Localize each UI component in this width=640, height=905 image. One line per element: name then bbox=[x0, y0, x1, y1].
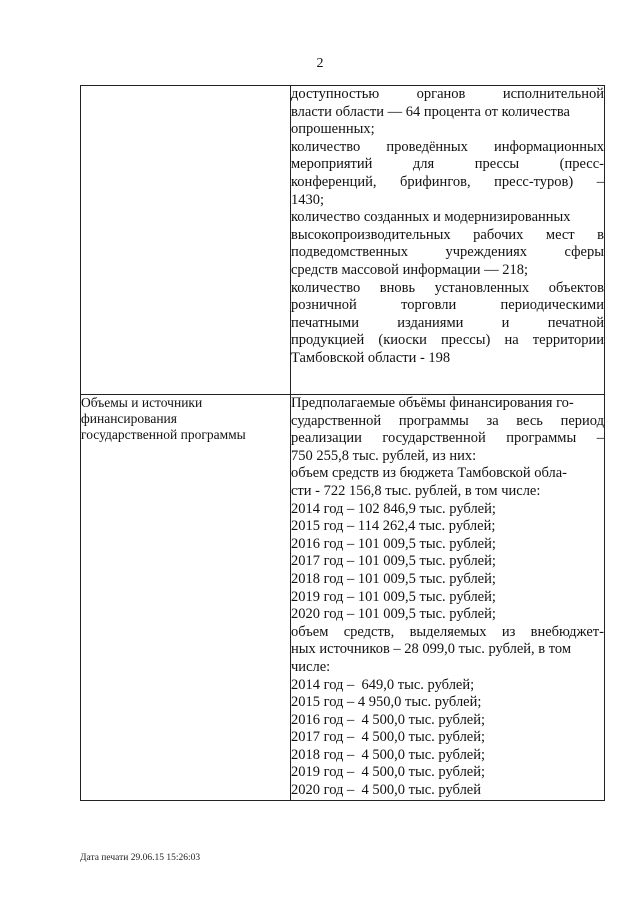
indicator-text-word: продукцией bbox=[291, 332, 365, 349]
indicator-text-word: в bbox=[597, 226, 604, 243]
financing-text-word: выделяемых bbox=[409, 623, 487, 640]
print-date: Дата печати 29.06.15 15:26:03 bbox=[80, 853, 201, 863]
indicator-text-word: вновь bbox=[379, 279, 416, 296]
indicator-text-word: территории bbox=[532, 332, 604, 349]
financing-text-line bbox=[291, 448, 604, 466]
financing-text-word: 2018 год – 4 500,0 тыс. рублей; bbox=[291, 746, 486, 763]
indicator-text-word: количество bbox=[291, 138, 361, 155]
indicator-text-word: печатными bbox=[291, 314, 359, 331]
table-cell-financing-text bbox=[291, 395, 605, 801]
financing-text-word: 2016 год – 4 500,0 тыс. рублей; bbox=[291, 711, 486, 728]
indicator-text-line bbox=[291, 262, 604, 280]
financing-text-word: 2017 год – 4 500,0 тыс. рублей; bbox=[291, 729, 486, 746]
financing-text-word: 2017 год – 101 009,5 тыс. рублей; bbox=[291, 553, 496, 570]
indicator-text-word: на bbox=[504, 332, 519, 349]
financing-text-line bbox=[291, 712, 604, 730]
indicator-text-line bbox=[291, 244, 604, 262]
financing-text-word: весь bbox=[516, 412, 543, 429]
table-cell-label-empty bbox=[81, 86, 291, 395]
indicator-text-line bbox=[291, 227, 604, 245]
financing-text-line bbox=[291, 606, 604, 624]
indicator-text-line bbox=[291, 139, 604, 157]
indicator-text-word: опрошенных; bbox=[291, 121, 375, 138]
financing-text-word: 750 255,8 тыс. рублей, из них: bbox=[291, 447, 477, 464]
indicator-text-word: прессы) bbox=[441, 332, 491, 349]
financing-text-line bbox=[291, 782, 604, 800]
indicator-text-word: высокопроизводительных bbox=[291, 226, 451, 243]
financing-text-word: сти - 722 156,8 тыс. рублей, в том числе: bbox=[291, 482, 541, 499]
indicator-text-word: органов bbox=[416, 86, 466, 102]
indicator-text-line bbox=[291, 315, 604, 333]
financing-text-line bbox=[291, 641, 604, 659]
indicator-text-word: доступностью bbox=[291, 86, 380, 102]
financing-text-word: 2014 год – 102 846,9 тыс. рублей; bbox=[291, 500, 496, 517]
indicator-text-word: периодическими bbox=[500, 297, 604, 314]
indicator-text-word: установленных bbox=[434, 279, 530, 296]
financing-label-line: финансирования bbox=[81, 411, 177, 426]
table-cell-indicators-text bbox=[291, 86, 605, 395]
financing-text-word: за bbox=[486, 412, 499, 429]
financing-text-line bbox=[291, 465, 604, 483]
indicator-text-word: власти области — 64 процента от количества bbox=[291, 103, 570, 120]
financing-text-line bbox=[291, 518, 604, 536]
financing-text-word: период bbox=[560, 412, 604, 429]
indicator-text-word: подведомственных bbox=[291, 244, 408, 261]
indicator-text-word: мест bbox=[545, 226, 575, 243]
financing-text-line bbox=[291, 764, 604, 782]
indicator-text-line bbox=[291, 156, 604, 174]
financing-label-line: Объемы и источники bbox=[81, 395, 203, 410]
financing-text-line bbox=[291, 395, 604, 413]
financing-text-word: числе: bbox=[291, 658, 331, 675]
financing-text-word: объем средств из бюджета Тамбовской обла- bbox=[291, 465, 567, 482]
financing-label-line: государственной программы bbox=[81, 427, 246, 442]
indicator-text-word: количество bbox=[291, 279, 361, 296]
financing-text-line bbox=[291, 624, 604, 642]
financing-text-word: из bbox=[501, 623, 516, 640]
indicator-text-word: (киоски bbox=[378, 332, 427, 349]
financing-text-line bbox=[291, 589, 604, 607]
financing-text-line bbox=[291, 536, 604, 554]
financing-text-word: 2018 год – 101 009,5 тыс. рублей; bbox=[291, 570, 496, 587]
indicator-text-line bbox=[291, 121, 604, 139]
financing-text-word: реализации bbox=[291, 430, 362, 447]
indicator-text-word: изданиями bbox=[397, 314, 464, 331]
indicator-text-word: исполнительной bbox=[502, 86, 604, 102]
indicator-text-word: сферы bbox=[564, 244, 604, 261]
table-row-financing bbox=[81, 395, 605, 801]
indicator-text-line bbox=[291, 350, 604, 368]
table-cell-financing-label bbox=[81, 395, 291, 801]
financing-text-word: – bbox=[596, 430, 604, 447]
indicator-text-line bbox=[291, 280, 604, 298]
indicator-text-word: (пресс- bbox=[559, 156, 604, 173]
financing-text-word: Предполагаемые объёмы финансирования го- bbox=[291, 395, 574, 411]
indicator-text-word: торговли bbox=[401, 297, 457, 314]
financing-text-line bbox=[291, 694, 604, 712]
indicator-text-word: – bbox=[596, 173, 604, 190]
financing-text-line bbox=[291, 747, 604, 765]
indicator-text-word: прессы bbox=[474, 156, 520, 173]
financing-text-word: 2019 год – 101 009,5 тыс. рублей; bbox=[291, 588, 496, 605]
financing-text-line bbox=[291, 571, 604, 589]
financing-text-word: 2015 год – 114 262,4 тыс. рублей; bbox=[291, 518, 496, 535]
financing-text-line bbox=[291, 483, 604, 501]
indicator-text-word: информационных bbox=[493, 138, 604, 155]
financing-text-word: государственной bbox=[382, 430, 486, 447]
indicator-text-line bbox=[291, 174, 604, 192]
page-number: 2 bbox=[316, 56, 324, 71]
financing-text-line bbox=[291, 430, 604, 448]
indicator-text-word: количество созданных и модернизированных bbox=[291, 209, 571, 226]
financing-text-word: объем bbox=[291, 623, 329, 640]
financing-text-line bbox=[291, 677, 604, 695]
indicator-text-word: розничной bbox=[291, 297, 357, 314]
financing-text-word: 2015 год – 4 950,0 тыс. рублей; bbox=[291, 694, 482, 711]
financing-text-word: ных источников – 28 099,0 тыс. рублей, в том bbox=[291, 641, 572, 658]
indicator-text-line bbox=[291, 104, 604, 122]
financing-text-word: 2020 год – 4 500,0 тыс. рублей bbox=[291, 782, 482, 799]
table-row-indicators bbox=[81, 86, 605, 395]
financing-text-word: 2019 год – 4 500,0 тыс. рублей; bbox=[291, 764, 486, 781]
indicator-text-line bbox=[291, 297, 604, 315]
indicator-text-word: конференций, bbox=[291, 173, 377, 190]
financing-text-word: 2014 год – 649,0 тыс. рублей; bbox=[291, 676, 475, 693]
financing-text-word: внебюджет- bbox=[530, 623, 604, 640]
indicator-text-word: пресс-туров) bbox=[494, 173, 574, 190]
indicator-text-word: средств массовой информации — 218; bbox=[291, 261, 529, 278]
indicator-text-word: для bbox=[412, 156, 435, 173]
indicator-text-line bbox=[291, 86, 604, 104]
indicator-text-word: брифингов, bbox=[400, 173, 471, 190]
indicator-text-word: Тамбовской области - 198 bbox=[291, 349, 451, 366]
financing-text-line bbox=[291, 659, 604, 677]
indicator-text-word: объектов bbox=[548, 279, 604, 296]
financing-text-line bbox=[291, 553, 604, 571]
financing-text-word: сударственной bbox=[291, 412, 382, 429]
financing-text-word: программы bbox=[398, 412, 469, 429]
indicator-text-word: учреждениях bbox=[445, 244, 528, 261]
indicator-text-line bbox=[291, 332, 604, 350]
indicator-text-word: 1430; bbox=[291, 191, 325, 208]
indicator-text-line bbox=[291, 209, 604, 227]
financing-text-line bbox=[291, 501, 604, 519]
indicator-text-word: проведённых bbox=[386, 138, 468, 155]
indicator-text-word: печатной bbox=[547, 314, 604, 331]
indicator-text-word: и bbox=[501, 314, 510, 331]
indicator-text-word: мероприятий bbox=[291, 156, 373, 173]
financing-text-line bbox=[291, 413, 604, 431]
financing-text-word: программы bbox=[506, 430, 577, 447]
financing-text-word: 2016 год – 101 009,5 тыс. рублей; bbox=[291, 535, 496, 552]
financing-text-word: 2020 год – 101 009,5 тыс. рублей; bbox=[291, 606, 496, 623]
indicator-text-word: рабочих bbox=[473, 226, 524, 243]
indicator-text-line bbox=[291, 192, 604, 210]
financing-text-line bbox=[291, 729, 604, 747]
financing-text-word: средств, bbox=[343, 623, 395, 640]
passport-table bbox=[80, 85, 605, 801]
